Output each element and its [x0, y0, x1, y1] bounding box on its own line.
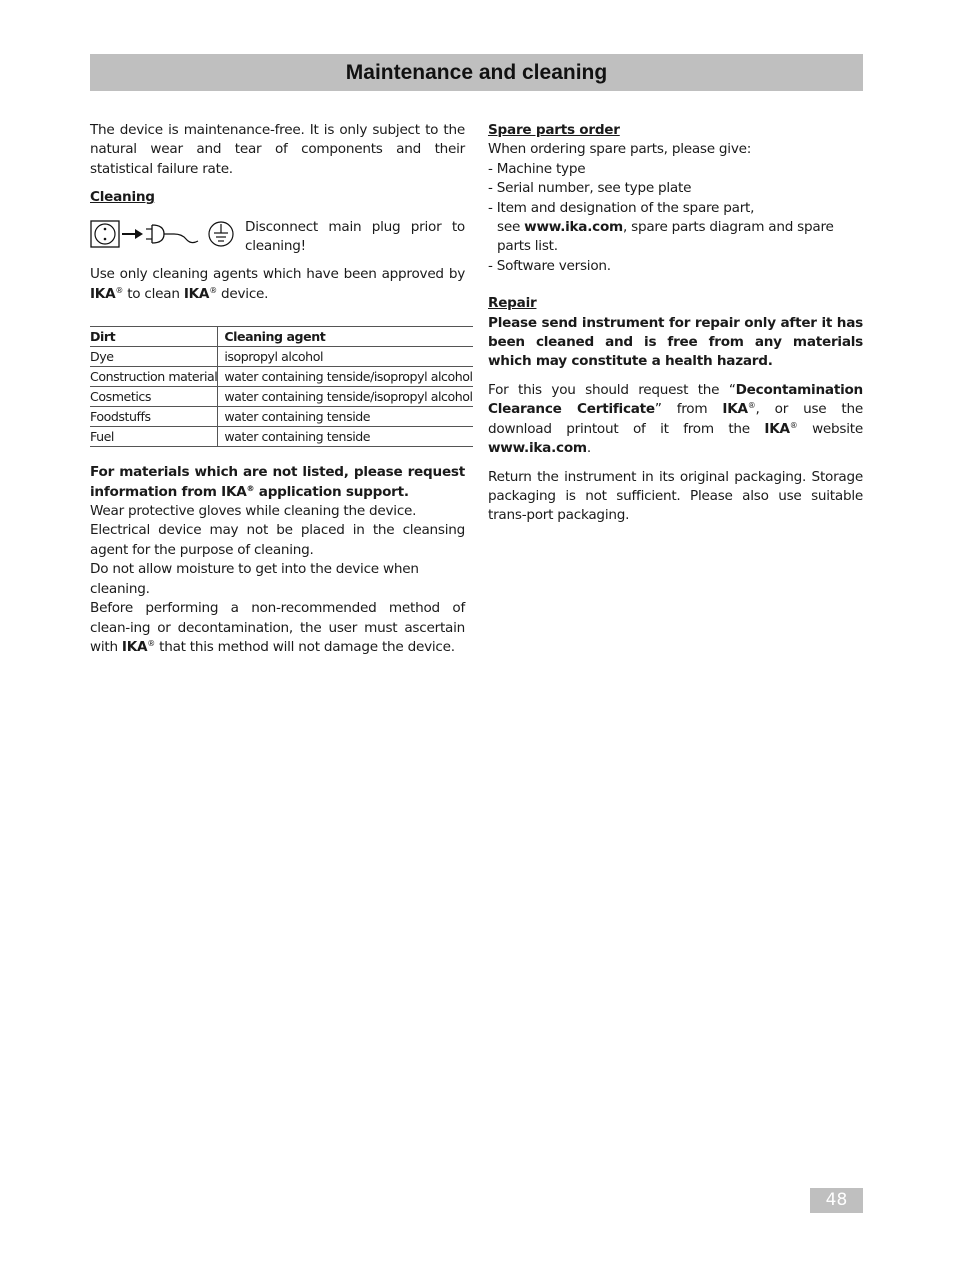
agent-cell: water containing tenside — [218, 427, 473, 447]
intro-paragraph: The device is maintenance-free. It is only subject to the natural wear and tear of components and their statistical failure rate. — [90, 122, 465, 177]
spare-parts-intro: When ordering spare parts, please give: — [488, 141, 752, 158]
spare-parts-heading: Spare parts order — [488, 122, 620, 138]
website-link[interactable]: www.ika.com — [524, 219, 623, 236]
dirt-cell: Foodstuffs — [90, 407, 218, 427]
list-item: - Software version. — [488, 257, 611, 274]
list-item: - Item and designation of the spare part, see www.ika.com, spare parts diagram and spare parts list. — [488, 199, 834, 255]
table-row — [90, 387, 473, 407]
agent-cell: water containing tenside — [218, 407, 473, 427]
website-link[interactable]: www.ika.com — [488, 440, 587, 457]
certificate-paragraph: For this you should request the “Decontamination Clearance Certificate” from IKA®, or use the download printout of it from the IKA® website www.ika.com. — [488, 381, 863, 457]
cleaning-heading: Cleaning — [90, 189, 155, 206]
return-paragraph: Return the instrument in its original packaging. Storage packaging is not sufficient. Please also use suitable trans-port packaging. — [488, 468, 863, 524]
page-number: 48 — [810, 1188, 863, 1213]
not-listed-note: For materials which are not listed, please request information from IKA® application support. — [90, 464, 465, 500]
unplug-icon — [90, 219, 237, 249]
spare-parts-list — [488, 160, 863, 276]
repair-warning: Please send instrument for repair only after it has been cleaned and is free from any materials which may constitute a health hazard. — [488, 314, 863, 370]
warning-text: Disconnect main plug prior to cleaning! — [245, 218, 465, 255]
agent-cell: isopropyl alcohol — [218, 347, 473, 367]
right-column — [488, 121, 863, 526]
ika-brand: IKA — [121, 638, 148, 655]
registered-mark: ® — [246, 483, 255, 493]
dirt-cell: Cosmetics — [90, 387, 218, 407]
cleaning-agents-table — [90, 326, 473, 447]
agent-cell: water containing tenside/isopropyl alcohol — [218, 387, 473, 407]
left-column — [90, 121, 473, 657]
table-row — [90, 407, 473, 427]
electrical-note: Electrical device may not be placed in the cleansing agent for the purpose of cleaning. — [90, 522, 465, 558]
ika-brand: IKA — [764, 420, 790, 437]
agent-cell: water containing tenside/isopropyl alcohol — [218, 367, 473, 387]
registered-mark: ® — [147, 638, 156, 648]
registered-mark: ® — [115, 285, 124, 295]
registered-mark: ® — [747, 401, 756, 411]
table-header-row — [90, 327, 473, 347]
repair-heading: Repair — [488, 295, 537, 312]
table-row — [90, 347, 473, 367]
certificate-name: Decontamination Clearance Certificate — [488, 381, 863, 418]
registered-mark: ® — [789, 420, 798, 430]
ika-brand: IKA — [90, 285, 116, 302]
registered-mark: ® — [209, 285, 217, 295]
moisture-note: Do not allow moisture to get into the device when cleaning. — [90, 561, 419, 597]
ika-brand: IKA — [183, 285, 210, 302]
decontamination-note: Before performing a non-recommended method of clean-ing or decontamination, the user must ascertain with IKA® that this method will not damage the device. — [90, 600, 465, 655]
ika-brand: IKA — [722, 401, 748, 418]
unplug-warning — [90, 218, 465, 257]
list-item: - Machine type — [488, 160, 586, 177]
page-title: Maintenance and cleaning — [345, 60, 608, 84]
dirt-cell: Construction material — [90, 367, 218, 387]
column-header-agent: Cleaning agent — [218, 327, 473, 347]
dirt-cell: Dye — [90, 347, 218, 367]
agents-paragraph: Use only cleaning agents which have been approved by IKA® to clean IKA® device. — [90, 266, 465, 302]
gloves-note: Wear protective gloves while cleaning the device. — [90, 503, 417, 520]
table-row — [90, 427, 473, 447]
table-row — [90, 367, 473, 387]
column-header-dirt: Dirt — [90, 327, 218, 347]
ika-brand: IKA — [221, 483, 247, 500]
list-item: - Serial number, see type plate — [488, 180, 692, 197]
dirt-cell: Fuel — [90, 427, 218, 447]
page-header — [90, 54, 863, 91]
